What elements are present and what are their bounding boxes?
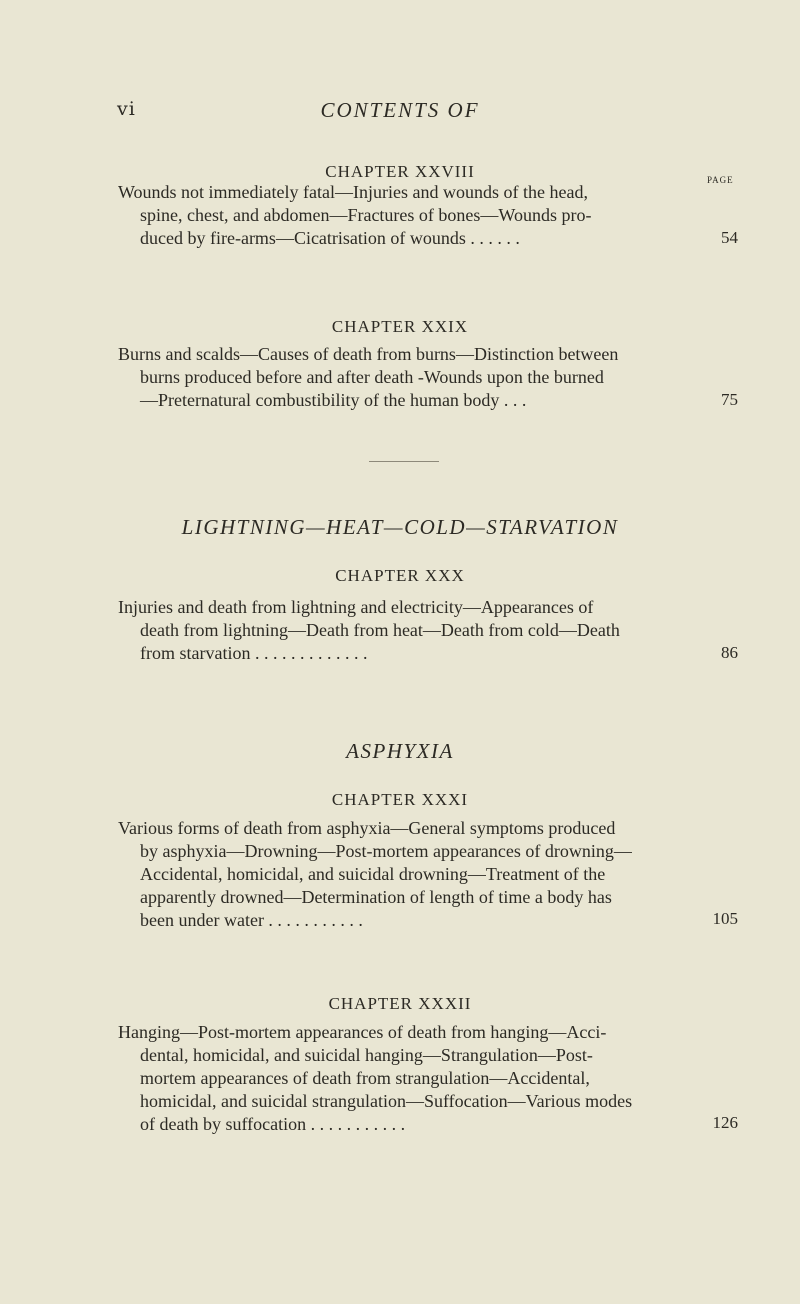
entry-line: dental, homicidal, and suicidal hanging—Strangulation—Post- [140, 1045, 593, 1065]
entry-line: of death by suffocation . . . . . . . . . . . [140, 1114, 406, 1134]
entry-line: —Preternatural combustibility of the human body . . . [140, 390, 527, 410]
entry-line: Wounds not immediately fatal—Injuries and wounds of the head, [118, 182, 588, 202]
entry-line: death from lightning—Death from heat—Death from cold—Death [140, 620, 620, 640]
chapter-heading: CHAPTER XXXI [331, 790, 469, 809]
page-number: 105 [712, 909, 738, 928]
page-number: 126 [712, 1113, 738, 1132]
entry-line: Accidental, homicidal, and suicidal drowning—Treatment of the [140, 864, 606, 884]
entry-line: been under water . . . . . . . . . . . [140, 910, 363, 930]
entry-line: apparently drowned—Determination of length of time a body has [140, 887, 612, 907]
section-title: ASPHYXIA [346, 739, 454, 763]
section-divider [369, 461, 439, 462]
entry-line: spine, chest, and abdomen—Fractures of bones—Wounds pro- [140, 205, 592, 225]
page-folio: vi [117, 98, 136, 120]
entry-line: from starvation . . . . . . . . . . . . . [140, 643, 368, 663]
page-column-label: PAGE [707, 175, 734, 185]
entry-line: Injuries and death from lightning and electricity—Appearances of [118, 597, 594, 617]
section-title: LIGHTNING—HEAT—COLD—STARVATION [181, 515, 619, 539]
chapter-heading: CHAPTER XXIX [331, 317, 469, 336]
running-title: CONTENTS OF [320, 98, 480, 122]
entry-line: Various forms of death from asphyxia—General symptoms produced [118, 818, 616, 838]
entry-line: homicidal, and suicidal strangulation—Suffocation—Various modes [140, 1091, 633, 1111]
page-number: 86 [721, 643, 738, 662]
chapter-heading: CHAPTER XXXII [328, 994, 472, 1013]
entry-line: duced by fire-arms—Cicatrisation of wounds . . . . . . [140, 228, 520, 248]
chapter-heading: CHAPTER XXX [335, 566, 465, 585]
page-number: 54 [721, 228, 738, 247]
page-number: 75 [721, 390, 738, 409]
chapter-heading: CHAPTER XXVIII [325, 162, 475, 181]
entry-line: by asphyxia—Drowning—Post-mortem appearances of drowning— [140, 841, 632, 861]
entry-line: burns produced before and after death -Wounds upon the burned [140, 367, 604, 387]
running-head [0, 98, 800, 128]
entry-line: Burns and scalds—Causes of death from burns—Distinction between [118, 344, 619, 364]
entry-line: mortem appearances of death from strangulation—Accidental, [140, 1068, 590, 1088]
entry-line: Hanging—Post-mortem appearances of death from hanging—Acci- [118, 1022, 607, 1042]
